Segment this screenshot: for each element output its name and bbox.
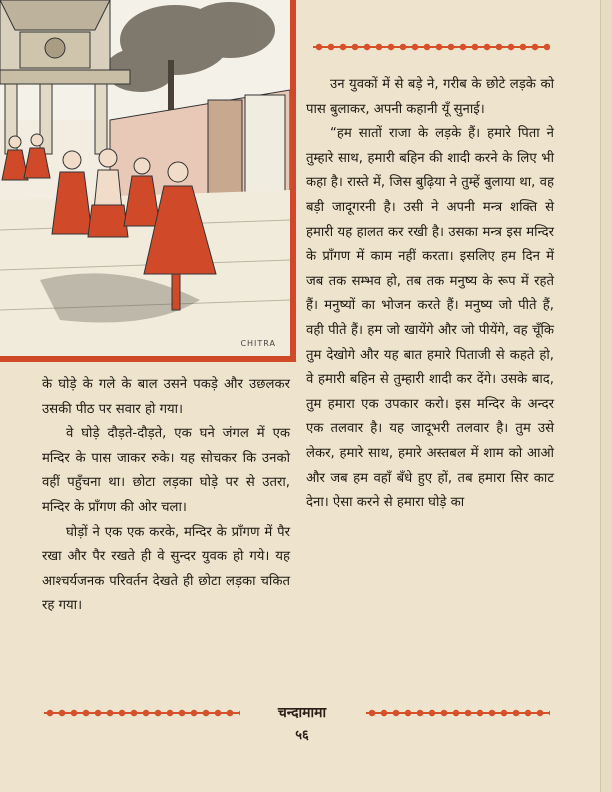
story-paragraph: घोड़ों ने एक एक करके, मन्दिर के प्राँगण में पैर रखा और पैर रखते ही वे सुन्दर युवक हो गये। यह आश्चर्यजनक परिवर्तन देखते ही छोटा लड़का चकित रह गया।	[42, 524, 290, 614]
magazine-title: चन्दामामा	[277, 705, 327, 721]
bottom-right-ornamental-border	[366, 708, 550, 718]
story-paragraph: “हम सातों राजा के लड़के हैं। हमारे पिता ने तुम्हारे साथ, हमारी बहिन की शादी करने के लिए भी कहा है। रास्ते में, जिस बुढ़िया ने तुम्हें बुलाया था, वह बड़ी जादूगरनी है। उसी ने अपनी मन्त्र शक्ति से हमारी यह हालत कर रखी है। उसका मन्त्र इस मन्दिर के प्राँगण में काम नहीं करता। इसलिए हम दिन में जब तक सम्भव हो, तब तक मनुष्य के रूप में रहते हैं। मनुष्यों का भोजन करते हैं। मनुष्य जो पीते हैं, वही पीते हैं। हम जो खायेंगे और जो पीयेंगे, वह चूँकि तुम देखोगे और यह बात हमारे पिताजी से कहते हो, वे हमारी बहिन से तुम्हारी शादी कर देंगे। उसके बाद, तुम हमारा एक उपकार करो। इस मन्दिर के अन्दर एक तलवार है। यह जादूभरी तलवार है। तुम उसे लेकर, हमारे साथ, हमारे अस्तबल में शाम को आओ और जब हम वहाँ बँधे हुए हों, तब हमारा सिर काट देना। ऐसा करने से हमारा घोड़े का	[306, 126, 554, 511]
story-paragraph: उन युवकों में से बड़े ने, गरीब के छोटे लड़के को पास बुलाकर, अपनी कहानी यूँ सुनाई।	[306, 77, 554, 117]
illustrator-signature: CHITRA	[240, 339, 276, 348]
left-text-column	[42, 373, 290, 619]
story-paragraph: के घोड़े के गले के बाल उसने पकड़े और उछलकर उसकी पीठ पर सवार हो गया।	[42, 377, 290, 417]
top-ornamental-border	[313, 42, 550, 52]
temple-courtyard-illustration	[0, 0, 296, 362]
right-text-column	[306, 73, 554, 516]
page-number: ५६	[295, 728, 309, 743]
story-paragraph: वे घोड़े दौड़ते-दौड़ते, एक घने जंगल में एक मन्दिर के पास जाकर रुके। यह सोचकर कि उनको वहीं पहुँचना था। छोटा लड़का घोड़े पर से उतरा, मन्दिर के प्राँगण की ओर चला।	[42, 426, 290, 515]
bottom-left-ornamental-border	[44, 708, 240, 718]
